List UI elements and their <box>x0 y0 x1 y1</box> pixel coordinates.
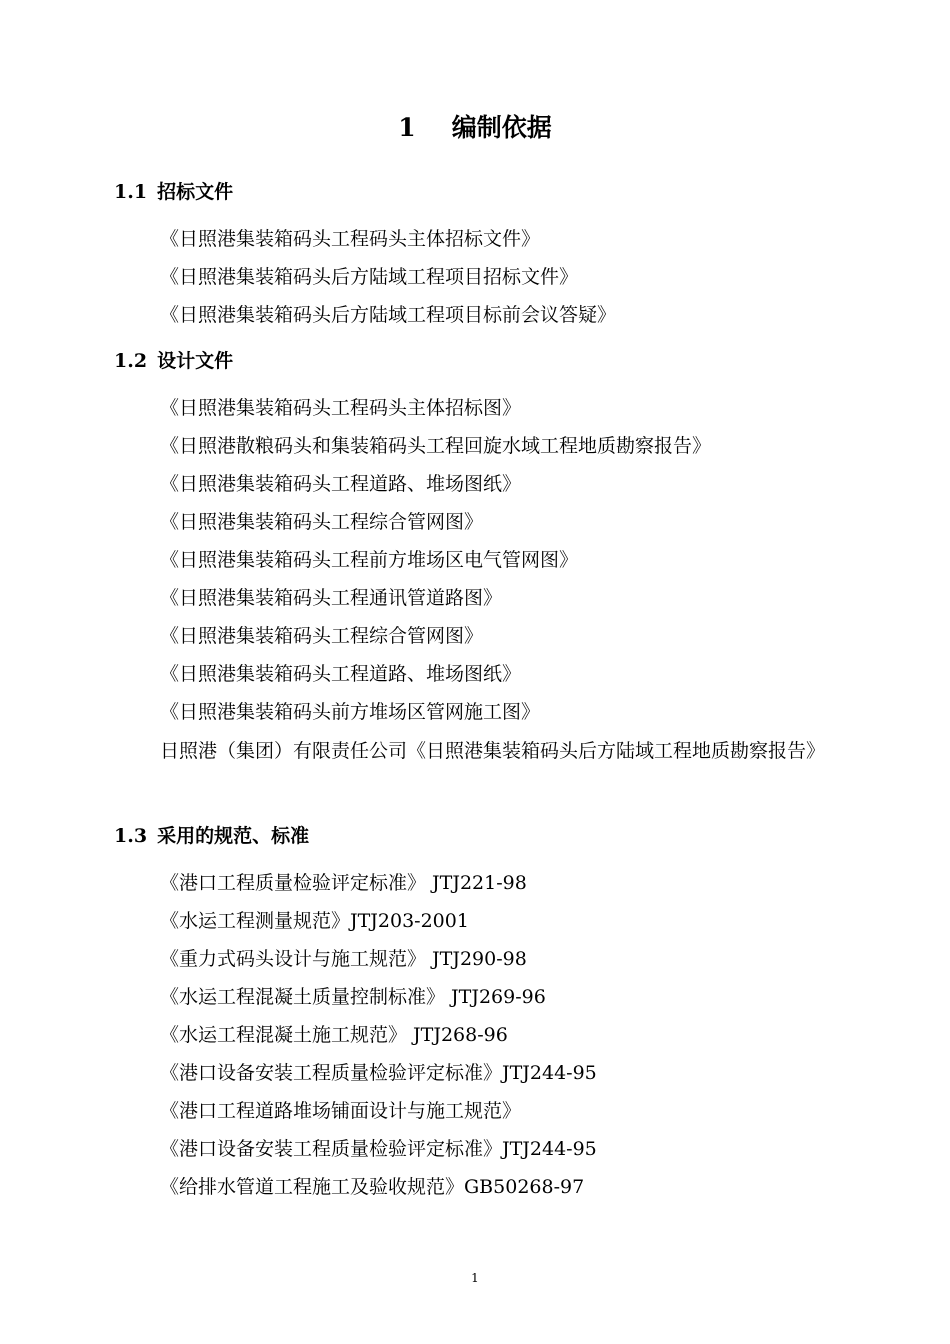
list-item: 《日照港集装箱码头工程道路、堆场图纸》 <box>160 473 522 495</box>
list-item: 《日照港集装箱码头工程前方堆场区电气管网图》 <box>160 549 579 571</box>
section-heading-1-2 <box>114 348 233 374</box>
list-item: 《日照港集装箱码头工程通讯管道路图》 <box>160 587 503 609</box>
chapter-number: 1 <box>398 113 416 142</box>
list-item: 《港口设备安装工程质量检验评定标准》JTJ244-95 <box>160 1062 597 1084</box>
list-item: 《给排水管道工程施工及验收规范》GB50268-97 <box>160 1176 585 1198</box>
section-title: 招标文件 <box>157 181 234 203</box>
chapter-title: 编制依据 <box>451 113 552 142</box>
page-number: 1 <box>471 1271 479 1285</box>
list-item: 《港口工程道路堆场铺面设计与施工规范》 <box>160 1100 522 1122</box>
list-item: 《水运工程混凝土施工规范》 JTJ268-96 <box>160 1024 508 1046</box>
list-item: 《日照港散粮码头和集装箱码头工程回旋水域工程地质勘察报告》 <box>160 435 712 457</box>
list-item: 《水运工程测量规范》JTJ203-2001 <box>160 910 469 932</box>
list-item: 《港口设备安装工程质量检验评定标准》JTJ244-95 <box>160 1138 597 1160</box>
section-number: 1.3 <box>114 825 148 847</box>
list-item: 《日照港集装箱码头后方陆域工程项目标前会议答疑》 <box>160 304 617 326</box>
section-heading-1-3 <box>114 823 309 849</box>
section-number: 1.2 <box>114 350 148 372</box>
section-title: 采用的规范、标准 <box>157 825 310 847</box>
section-heading-1-1 <box>114 179 233 205</box>
list-item: 《日照港集装箱码头工程综合管网图》 <box>160 511 484 533</box>
list-item: 《日照港集装箱码头工程码头主体招标文件》 <box>160 228 541 250</box>
list-item: 《日照港集装箱码头工程综合管网图》 <box>160 625 484 647</box>
section-title: 设计文件 <box>157 350 234 372</box>
body-paragraph: 日照港（集团）有限责任公司《日照港集装箱码头后方陆域工程地质勘察报告》 <box>160 740 826 762</box>
list-item: 《水运工程混凝土质量控制标准》 JTJ269-96 <box>160 986 546 1008</box>
section-number: 1.1 <box>114 181 148 203</box>
list-item: 《重力式码头设计与施工规范》 JTJ290-98 <box>160 948 527 970</box>
list-item: 《港口工程质量检验评定标准》 JTJ221-98 <box>160 872 527 894</box>
list-item: 《日照港集装箱码头前方堆场区管网施工图》 <box>160 701 541 723</box>
list-item: 《日照港集装箱码头工程码头主体招标图》 <box>160 397 522 419</box>
page-title <box>0 108 950 148</box>
list-item: 《日照港集装箱码头后方陆域工程项目招标文件》 <box>160 266 579 288</box>
list-item: 《日照港集装箱码头工程道路、堆场图纸》 <box>160 663 522 685</box>
